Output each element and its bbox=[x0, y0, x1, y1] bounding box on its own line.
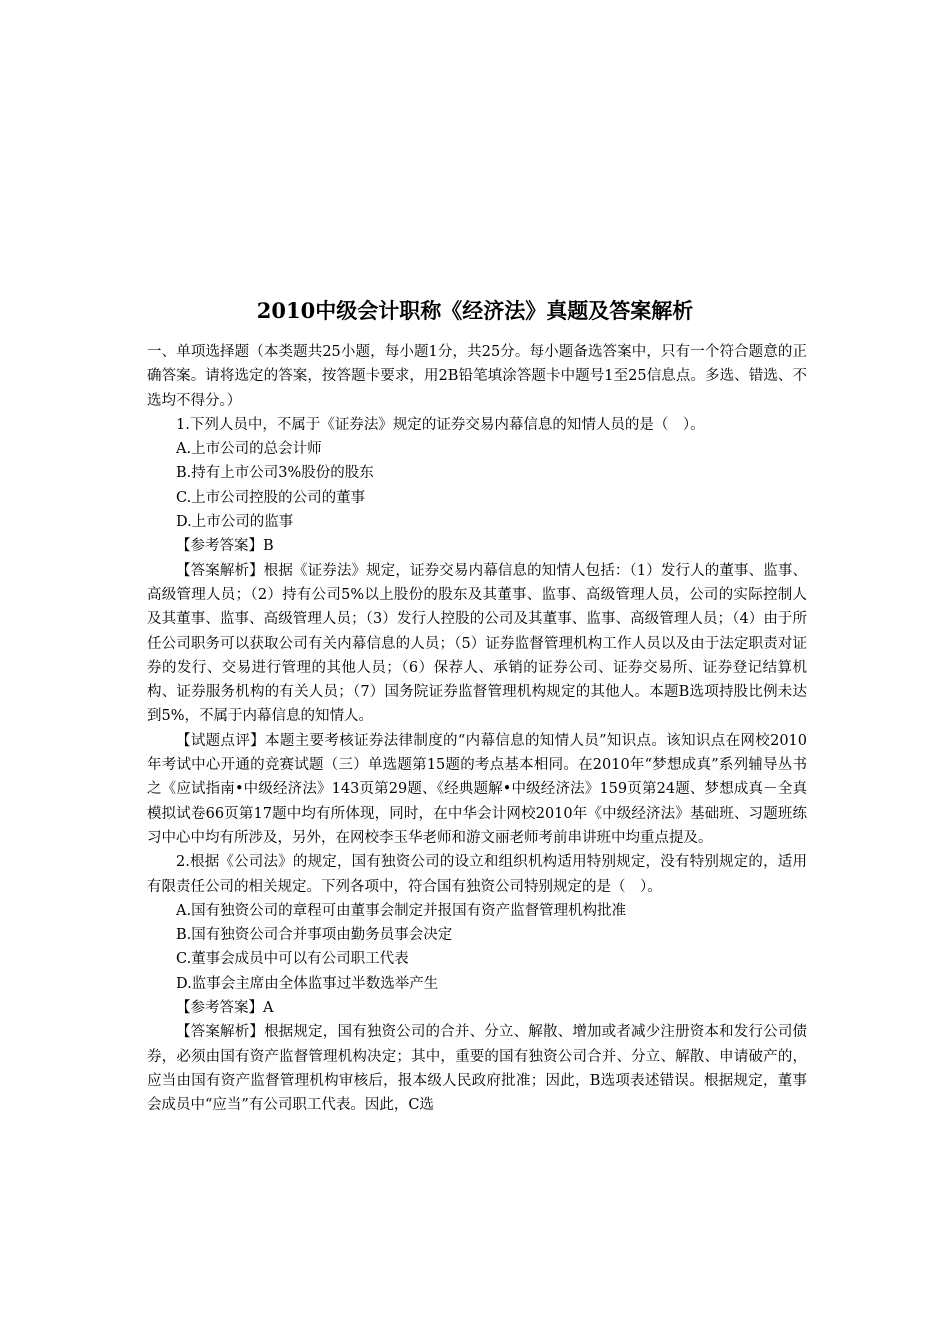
question-1-option-d: D.上市公司的监事 bbox=[176, 514, 294, 531]
question-1-comment: 【试题点评】本题主要考核证券法律制度的“内幕信息的知情人员”知识点。该知识点在网校2010年考试中心开通的竞赛试题（三）单选题第15题的考点基本相同。在2010年“梦想成真”系列辅导丛书之《应试指南•中级经济法》143页第29题、《经典题解•中级经济法》159页第24题、梦想成真－全真模拟试卷66页第17题中均有所体现，同时，在中华会计网校2010年《中级经济法》基础班、习题班练习中心中均有所涉及，另外，在网校李玉华老师和游文丽老师考前串讲班中均重点提及。 bbox=[147, 732, 807, 846]
section-intro: 一、单项选择题（本类题共25小题，每小题1分，共25分。每小题备选答案中，只有一个符合题意的正确答案。请将选定的答案，按答题卡要求，用2B铅笔填涂答题卡中题号1至25信息点。多选、错选、不选均不得分。） bbox=[147, 344, 807, 409]
question-2-stem: 2.根据《公司法》的规定，国有独资公司的设立和组织机构适用特别规定，没有特别规定的，适用有限责任公司的相关规定。下列各项中，符合国有独资公司特别规定的是（ ）。 bbox=[147, 854, 807, 895]
question-2-option-c: C.董事会成员中可以有公司职工代表 bbox=[176, 951, 409, 968]
document-body bbox=[147, 340, 807, 1118]
document-title: 2010中级会计职称《经济法》真题及答案解析 bbox=[256, 298, 694, 323]
question-1-stem: 1.下列人员中，不属于《证券法》规定的证券交易内幕信息的知情人员的是（ ）。 bbox=[176, 416, 705, 433]
question-2-option-b: B.国有独资公司合并事项由勤务员事会决定 bbox=[176, 927, 453, 944]
question-2-answer: 【参考答案】A bbox=[176, 1000, 274, 1017]
question-1-analysis: 【答案解析】根据《证券法》规定，证券交易内幕信息的知情人包括：（1）发行人的董事、监事、高级管理人员；（2）持有公司5%以上股份的股东及其董事、监事、高级管理人员，公司的实际控制人及其董事、监事、高级管理人员；（3）发行人控股的公司及其董事、监事、高级管理人员；（4）由于所任公司职务可以获取公司有关内幕信息的人员；（5）证券监督管理机构工作人员以及由于法定职责对证券的发行、交易进行管理的其他人员；（6）保荐人、承销的证券公司、证券交易所、证券登记结算机构、证券服务机构的有关人员；（7）国务院证券监督管理机构规定的其他人。本题B选项持股比例未达到5%，不属于内幕信息的知情人。 bbox=[147, 562, 807, 725]
question-1-option-b: B.持有上市公司3%股份的股东 bbox=[176, 465, 374, 482]
question-2-option-a: A.国有独资公司的章程可由董事会制定并报国有资产监督管理机构批准 bbox=[176, 902, 627, 919]
question-2-analysis: 【答案解析】根据规定，国有独资公司的合并、分立、解散、增加或者减少注册资本和发行公司债券，必须由国有资产监督管理机构决定；其中，重要的国有独资公司合并、分立、解散、申请破产的，应当由国有资产监督管理机构审核后，报本级人民政府批准；因此，B选项表述错误。根据规定，董事会成员中“应当”有公司职工代表。因此，C选 bbox=[147, 1024, 807, 1114]
question-2-option-d: D.监事会主席由全体监事过半数选举产生 bbox=[176, 975, 439, 992]
question-1-answer: 【参考答案】B bbox=[176, 538, 274, 555]
question-1-option-c: C.上市公司控股的公司的董事 bbox=[176, 489, 366, 506]
question-1-option-a: A.上市公司的总会计师 bbox=[176, 441, 322, 458]
